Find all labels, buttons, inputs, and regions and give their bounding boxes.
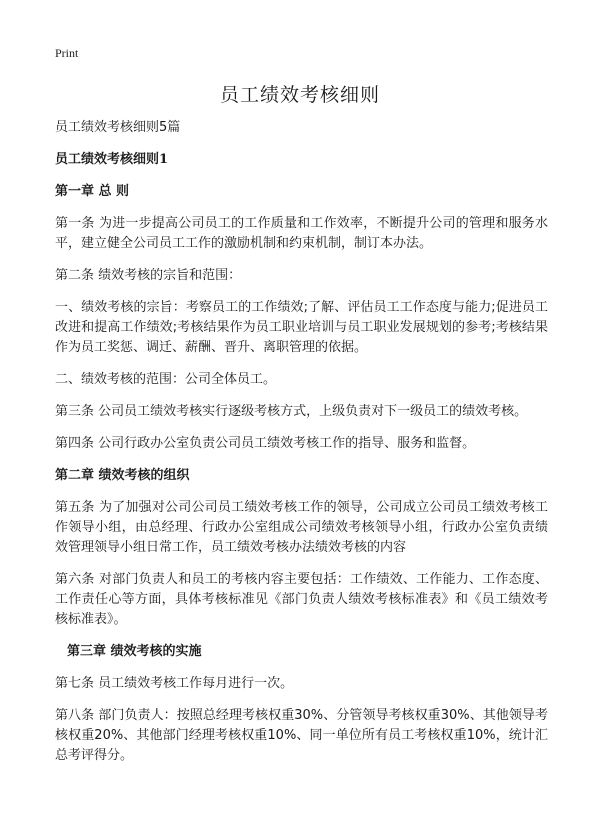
document-body: [55, 118, 548, 778]
document-subtitle: 员工绩效考核细则5篇: [55, 120, 181, 135]
article-paragraph: 第三条 公司员工绩效考核实行逐级考核方式，上级负责对下一级员工的绩效考核。: [55, 404, 528, 419]
article-paragraph: 第二条 绩效考核的宗旨和范围：: [55, 268, 242, 283]
chapter-heading: 第三章 绩效考核的实施: [67, 644, 202, 659]
chapter-heading: 第二章 绩效考核的组织: [55, 468, 190, 483]
article-paragraph: 二、绩效考核的范围：公司全体员工。: [55, 372, 277, 387]
section-title: 员工绩效考核细则1: [55, 152, 169, 167]
article-paragraph: 一、绩效考核的宗旨：考察员工的工作绩效;了解、评估员工工作态度与能力;促进员工改进和提高工作绩效;考核结果作为员工职业培训与员工职业发展规划的参考;考核结果作为员工奖惩、调迁、薪酬、晋升、离职管理的依据。: [55, 300, 548, 355]
print-link[interactable]: Print: [55, 46, 79, 60]
article-paragraph: 第六条 对部门负责人和员工的考核内容主要包括：工作绩效、工作能力、工作态度、工作责任心等方面，具体考核标准见《部门负责人绩效考核标准表》和《员工绩效考核标准表》。: [55, 572, 548, 627]
article-paragraph: 第七条 员工绩效考核工作每月进行一次。: [55, 676, 294, 691]
chapter-heading: 第一章 总 则: [55, 184, 130, 199]
article-paragraph: 第一条 为进一步提高公司员工的工作质量和工作效率，不断提升公司的管理和服务水平，建立健全公司员工工作的激励机制和约束机制，制订本办法。: [55, 216, 548, 251]
article-paragraph: 第八条 部门负责人：按照总经理考核权重30%、分管领导考核权重30%、其他领导考核权重20%、其他部门经理考核权重10%、同一单位所有员工考核权重10%，统计汇总考评得分。: [55, 708, 548, 763]
document-title: 员工绩效考核细则: [219, 84, 380, 106]
article-paragraph: 第四条 公司行政办公室负责公司员工绩效考核工作的指导、服务和监督。: [55, 436, 476, 451]
article-paragraph: 第五条 为了加强对公司公司员工绩效考核工作的领导，公司成立公司员工绩效考核工作领导小组，由总经理、行政办公室组成公司绩效考核领导小组，行政办公室负责绩效管理领导小组日常工作，员工绩效考核办法绩效考核的内容: [55, 500, 548, 555]
